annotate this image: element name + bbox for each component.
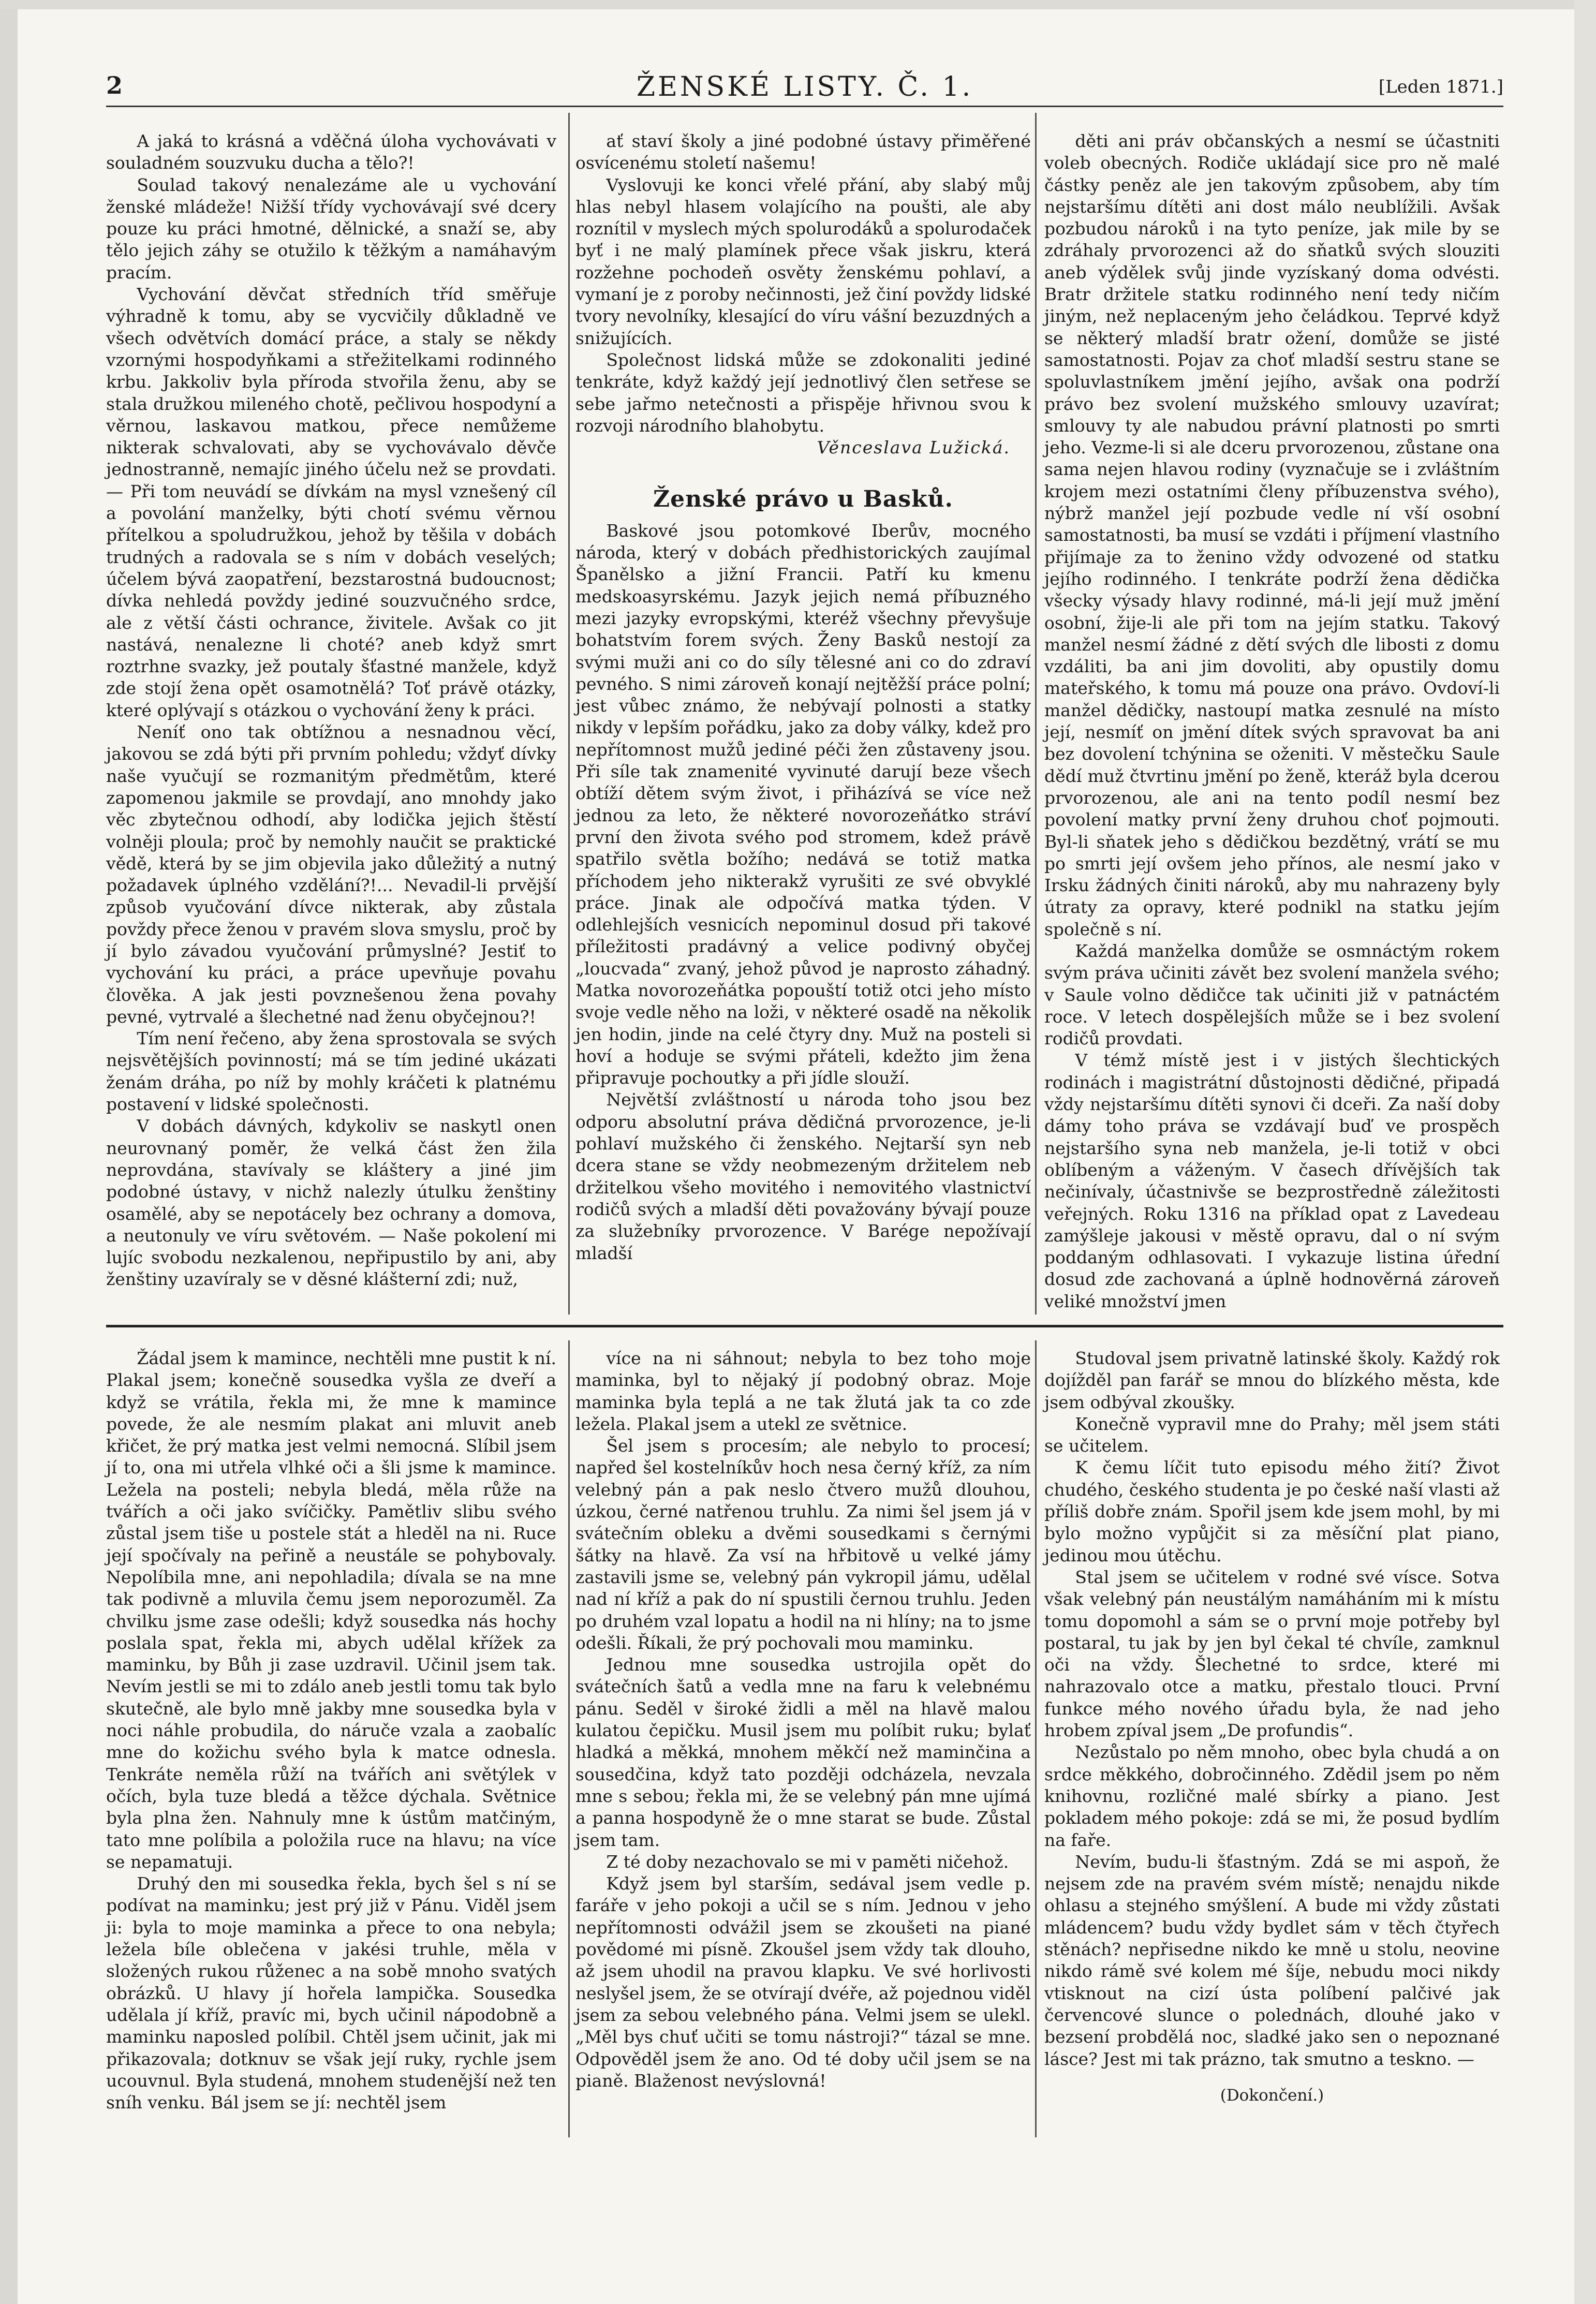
paragraph: Když jsem byl starším, sedával jsem vedle p. faráře v jeho pokoji a učil se s ním. Jednou v jeho nepřítomnosti odvážil jsem se zkoušeti na piané povědomé mi písně. Zkoušel jsem vždy tak dlouho, až jsem uhodil na pravou klapku. Ve své horlivosti neslyšel jsem, že se otvírají dvéře, až pojednou viděl jsem za sebou velebného pána. Velmi jsem se ulekl. „Měl bys chuť učiti se tomu nástroji?“ tázal se mne. Odpověděl jsem že ano. Od té doby učil jsem se na pianě. Blaženost nevýslovná!: [575, 1873, 1031, 2091]
scan-edge-right: [1574, 0, 1596, 2304]
bottom-column-3: [1044, 1348, 1500, 2106]
column-divider: [568, 1340, 570, 2137]
paragraph: děti ani práv občanských a nesmí se účastniti voleb obecných. Rodiče ukládají sice pro ně malé částky peněz ale jen takovým způsobem, aby tím nejstaršímu dítěti ani dost málo neublížili. Avšak pozbudou nároků i na tyto peníze, jak mile by se zdráhaly prvorozenci až do sňatků svých slouziti aneb výdělek svůj jinde vyzískaný doma odvésti. Bratr držitele statku rodinného není tedy ničím jiným, než neplaceným jeho čeládkou. Teprvé když se některý mladší bratr ožení, domůže se jisté samostatnosti. Pojav za choť mladší sestru stane se spoluvlastníkem jmění jejího, avšak ona podrží právo bez svolení mužského smlouvy uzavírat; smlouvy ty ale nabudou právní platnosti po smrti jeho. Vezme-li si ale dceru prvorozenou, zůstane ona sama nejen hlavou rodiny (vyznačuje se i zvláštním krojem mezi ostatními členy příbuzenstva svého), nýbrž manžel její pozbude vedle ní vší osobní samostatnosti, ba musí se vzdáti i příjmení vlastního přijímaje za to ženino vždy odvozené od statku jejího rodinného. I tenkráte podrží žena dědička všecky výsady hlavy rodinné, má-li její muž jmění osobní, žije-li ale při tom na jejím statku. Takový manžel nesmí žádné z dětí svých dle libosti z domu vzdáliti, ba ani jim dovoliti, aby opustily domu mateřského, k tomu má pouze ona právo. Ovdoví-li manžel dědičky, nastoupí matka zesnulé na místo její, nesmíť on jmění dítek svých spravovat ba ani bez dovolení tchýnina se oženiti. V městečku Saule dědí muž čtvrtinu jmění po ženě, kteráž byla dcerou prvorozenou, ale ani na tento podíl nesmí bez povolení matky první ženy druhou choť pojmouti. Byl-li sňatek jeho s dědičkou bezdětný, vrátí se mu po smrti její ovšem jeho přínos, ale nesmí jako v Irsku žádných činiti nároků, aby mu nahrazeny byly útraty za opravy, které podnikl na statku jejím společně s ní.: [1044, 131, 1500, 939]
bottom-column-2: [575, 1348, 1031, 2092]
column-divider: [1035, 113, 1037, 1315]
paragraph: Tím není řečeno, aby žena sprostovala se svých nejsvětějších povinností; má se tím jediné ukázati ženám dráha, po níž by mohly kráčeti k platnému postavení v lidské společnosti.: [106, 1028, 556, 1115]
paragraph: Nevím, budu-li šťastným. Zdá se mi aspoň, že nejsem zde na pravém svém místě; nenajdu nikde ohlasu a stejného smýšlení. A bude mi vždy zůstati mládencem? budu vždy bydlet sám v těch čtyřech stěnách? nepřisedne nikdo ke mně u stolu, neovine nikdo rámě své kolem mé šíje, nebudu moci nikdy vtisknout na cizí ústa políbení palčivé jak červencové slunce o polednách, dlouhé jako v bezsení probdělá noc, sladké jako sen o nepoznané lásce? Jest mi tak prázno, tak smutno a teskno. —: [1044, 1851, 1500, 2069]
paragraph: Soulad takový nenalezáme ale u vychování ženské mládeže! Nižší třídy vychovávají své dcery pouze ku práci hmotné, dělnické, a snaží se, aby tělo jejich záhy se otužilo k těžkým a namáhavým pracím.: [106, 174, 556, 283]
scan-edge-left: [0, 0, 18, 2304]
paragraph: A jaká to krásná a vděčná úloha vychovávati v souladném souzvuku ducha a tělo?!: [106, 131, 556, 173]
issue-date: [Leden 1871.]: [1378, 77, 1503, 97]
section-divider: [106, 1325, 1503, 1327]
paragraph: Studoval jsem privatně latinské školy. Každý rok dojížděl pan farář se mnou do blízkého města, kde jsem odbýval zkoušky.: [1044, 1348, 1500, 1412]
paragraph: V dobách dávných, kdykoliv se naskytl onen neurovnaný poměr, že velká část žen žila neprovdána, stavívaly se kláštery a jiné jim podobné ústavy, v nichž nalezly útulku ženštiny osamělé, aby se nepotácely bez ochrany a domova, a neutonuly ve víru světovém. — Naše pokolení mi lujíc svobodu nezkalenou, nepřipustilo by ani, aby ženštiny uzavíraly se v děsné klášterní zdi; nuž,: [106, 1116, 556, 1290]
continuation-note: (Dokončení.): [1220, 2086, 1324, 2105]
column-divider: [1035, 1340, 1037, 2137]
scan-edge-top: [0, 0, 1596, 9]
column-divider: [568, 113, 570, 1315]
article-heading: Ženské právo u Basků.: [653, 486, 953, 513]
paragraph: Druhý den mi sousedka řekla, bych šel s ní se podívat na maminku; jest prý již v Pánu. Viděl jsem ji: byla to moje maminka a přece to ona nebyla; ležela bíle oblečena v jakési truhle, měla v složených rukou růženec a na sobě mnoho svatých obrázků. U hlavy jí hořela lampička. Sousedka udělala jí kříž, pravíc mi, bych učinil nápodobně a maminku naposled políbil. Chtěl jsem učinit, jak mi přikazovala; dotknuv se však její ruky, rychle jsem ucouvnul. Byla studená, mnohem studenější než ten sníh venku. Bál jsem se jí: nechtěl jsem: [106, 1873, 556, 2113]
paragraph: Šel jsem s procesím; ale nebylo to procesí; napřed šel kostelníkův hoch nesa černý kříž, za ním velebný pán a pak neslo čtvero mužů dlouhou, úzkou, černé natřenou truhlu. Za nimi šel jsem já v svátečním obleku a dvěmi sousedkami s černými šátky na hlavě. Za vsí na hřbitově u velké jámy zastavili jsme se, velebný pán vykropil jámu, udělal nad ní kříž a pak do ní spustili černou truhlu. Jeden po druhém vzal lopatu a hodil na ni hlíny; na to jsme odešli. Říkali, že prý pochovali mou maminku.: [575, 1436, 1031, 1653]
paragraph: Největší zvláštností u národa toho jsou bez odporu absolutní práva dědičná prvorozence, je-li pohlaví mužského či ženského. Nejtarší syn neb dcera stane se vždy neobmezeným držitelem neb držitelkou všeho movitého i nemovitého vlastnictví rodičů svých a mladší děti považovány bývají pouze za služebníky prvorozence. V Barége nepožívají mladší: [575, 1089, 1031, 1263]
page-header: [106, 71, 1503, 104]
top-column-1: [106, 130, 556, 1291]
paragraph: Z té doby nezachovalo se mi v paměti ničehož.: [606, 1851, 1009, 1872]
paragraph: Nezůstalo po něm mnoho, obec byla chudá a on srdce měkkého, dobročinného. Zdědil jsem po něm knihovnu, rozličné malé sbírky a piano. Jest pokladem mého pokoje: zdá se mi, že posud bydlím na faře.: [1044, 1742, 1500, 1850]
paragraph: Každá manželka domůže se osmnáctým rokem svým práva učiniti závět bez svolení manžela svého; v Saule volno dědičce tak učiniti již v patnáctém roce. V letech dospělejších může se i bez svolení rodičů provdati.: [1044, 940, 1500, 1049]
paragraph: Baskové jsou potomkové Iberův, mocného národa, který v dobách předhistorických zaujímal Španělsko a jižní Francii. Patří ku kmenu medskoasyrskému. Jazyk jejich nemá příbuzného mezi jazyky evropskými, kteréž všechny převyšuje bohatstvím forem svých. Ženy Basků nestojí za svými muži ani co do síly tělesné ani co do zdraví pevného. S nimi zároveň konají nejtěžší práce polní; jest vůbec známo, že nebývají polnosti a statky nikdy v lepším pořádku, jako za doby války, kdež pro nepřítomnost mužů jediné péči žen zůstaveny jsou. Při síle tak znamenité vyvinuté darují beze všech obtíží dětem svým život, i přiházívá se více než jednou za leto, že některé novorozeňátko stráví první den života svého pod stromem, kdež právě spatřilo světla božího; nedává se totiž matka příchodem jeho nikterakž vyrušiti ze své obvyklé práce. Jinak ale odpočívá matka týden. V odlehlejších vesnicích nepominul dosud při takové příležitosti pradávný a velice podivný obyčej „loucvada“ zvaný, jehož původ je naprosto záhadný. Matka novorozeňátka popouští totiž otci jeho místo svoje vedle něho na loži, v některé osadě na několik jen hodin, jinde na celé čtyry dny. Muž na posteli si hoví a hoduje se svými přáteli, kdežto jim žena připravuje pochoutky a při jídle slouží.: [575, 520, 1031, 1088]
paragraph: Vyslovuji ke konci vřelé přání, aby slabý můj hlas nebyl hlasem volajícího na poušti, ale aby roznítil v myslech mých spolurodáků a spolurodaček byť i ne malý plamínek přece však jiskru, která rozžehne pochodeň osvěty ženskému pohlaví, a vymaní je z poroby nečinnosti, jež činí povždy lidské tvory nevolníky, klesající do víru vášní bezuzdných a snižujících.: [575, 174, 1031, 348]
top-column-3: [1044, 130, 1500, 1312]
journal-title: ŽENSKÉ LISTY. Č. 1.: [636, 71, 973, 102]
paragraph: Neníť ono tak obtížnou a nesnadnou věcí, jakovou se zdá býti při prvním pohledu; vždyť dívky naše vyučují se rozmanitým předmětům, které zapomenou jakmile se provdají, ano mnohdy jako věc zbytečnou odhodí, aby lodička jejich štěstí volněji ploula; proč by nemohly naučit se praktické vědě, která by se jim objevila jako důležitý a nutný požadavek úplného vzdělání?!... Nevadil-li prvější způsob vyučování dívce nikterak, aby zůstala povždy přece ženou v pravém slova smyslu, proč by jí bylo závadou vyučování průmyslné? Jestiť to vychování ku práci, a práce upevňuje povahu člověka. A jak jesti povznešenou žena povahy pevné, vytrvalé a šlechetné nad ženu obyčejnou?!: [106, 722, 556, 1027]
paragraph: V témž místě jest i v jistých šlechtických rodinách i magistrátní důstojnosti dědičné, připadá vždy nejstaršímu dítěti synovi či dceři. Za naší doby dámy toho práva se vzdávají buď ve prospěch nejstaršího syna neb manžela, je-li totiž v obci oblíbeným a váženým. V časech dřívějších tak nečinívaly, účastnivše se bezprostředně záležitosti veřejných. Roku 1316 na příklad opat z Lavedeau zamýšleje jakousi v městě opravu, dal o ní svým poddaným odhlasovati. I vykazuje listina úřední dosud zde zachovaná a úplně hodnověrná zároveň veliké množství jmen: [1044, 1050, 1500, 1311]
page-number: 2: [106, 71, 123, 99]
paragraph: více na ni sáhnout; nebyla to bez toho moje maminka, byl to nějaký jí podobný obraz. Moje maminka byla teplá a ne tak žlutá jak ta co zde ležela. Plakal jsem a utekl ze světnice.: [575, 1348, 1031, 1434]
paragraph: Jednou mne sousedka ustrojila opět do svátečních šatů a vedla mne na faru k velebnému pánu. Seděl v široké židli a měl na hlavě malou kulatou čepičku. Musil jsem mu políbit ruku; bylať hladká a měkká, mnohem měkčí než maminčina a sousedčina, když tato později odcházela, nevzala mne s sebou; řekla mi, že se velebný pán mne ujímá a panna hospodyně že o mne starat se bude. Zůstal jsem tam.: [575, 1655, 1031, 1850]
paragraph: Stal jsem se učitelem v rodné své vísce. Sotva však velebný pán neustálým namáháním mi k místu tomu dopomohl a sám se o první moje potřeby byl postaral, tu jak by jen byl čekal té chvíle, zamknul oči na vždy. Šlechetné to srdce, které mi nahrazovalo otce a matku, přestalo tlouci. První funkce mého nového úřadu byla, že nad jeho hrobem zpíval jsem „De profundis“.: [1044, 1567, 1500, 1741]
author-signature: Věnceslava Lužická.: [817, 437, 1010, 458]
paragraph: Žádal jsem k mamince, nechtěli mne pustit k ní. Plakal jsem; konečně sousedka vyšla ze dveří a když se vrátila, řekla mi, že mne k mamince povede, že ale nesmím plakat ani mluvit aneb křičet, že prý matka jest velmi nemocná. Slíbil jsem jí to, ona mi utřela vlhké oči a šli jsme k mamince. Ležela na posteli; nebyla bledá, měla růže na tvářích a oči jako svíčičky. Pamětliv slibu svého zůstal jsem tiše u postele stát a hleděl na ni. Ruce její spočívaly na peřině a neustále se pohybovaly. Nepolíbila mne, ani nepohladila; dívala se na mne tak podivně a mluvila čemu jsem neporozuměl. Za chvilku jsme zase odešli; když sousedka nás hochy poslala spat, řekla mi, abych udělal křížek za maminku, by Bůh ji zase uzdravil. Učinil jsem tak. Nevím jestli se mi to zdálo aneb jestli tomu tak bylo skutečně, ale bylo mně jakby mne sousedka byla v noci náhle probudila, do náruče vzala a zaobalíc mne do kožichu svého byla k matce odnesla. Tenkráte neměla růží na tvářích ani světýlek v očích, byla tuze bledá a těžce dýchala. Světnice byla plna žen. Nahnuly mne k ústům matčiným, tato mne políbila a položila ruce na hlavu; na více se nepamatuji.: [106, 1348, 556, 1872]
header-rule: [106, 106, 1503, 107]
paragraph: Konečně vypravil mne do Prahy; měl jsem státi se učitelem.: [1044, 1413, 1500, 1456]
paragraph: Vychování děvčat středních tříd směřuje výhradně k tomu, aby se vycvičily důkladně ve všech odvětvích domácí práce, a staly se někdy vzornými hospodyňkami a střežitelkami rodinného krbu. Jakkoliv byla příroda stvořila ženu, aby se stala družkou mileného chotě, pečlivou hospodyní a věrnou, laskavou matkou, přece nemůžeme nikterak schvalovati, aby se vychovávalo děvče jednostranně, nemajíc jiného účelu než se provdati. — Při tom neuvádí se dívkám na mysl vznešený cíl a povolání manželky, býti chotí svému věrnou přítelkou a spoludružkou, jehož by těšila v dobách trudných a radovala se s ním v dobách veselých; účelem bývá zaopatření, bezstarostná budoucnost; dívka nehledá povždy jediné souzvučného srdce, ale z větší části ochrance, živitele. Avšak co jit nastává, nenalezne li choté? aneb když smrt roztrhne svazky, jež poutaly šťastné manžele, když zde stojí žena opět osamotnělá? Toť právě otázky, které oplývají s otázkou o vychování ženy k práci.: [106, 284, 556, 720]
paragraph: K čemu líčit tuto episodu mého žití? Život chudého, českého studenta je po české naší vlasti až příliš dobře znám. Spořil jsem kde jsem mohl, by mi bylo možno vypůjčit si za měsíční plat piano, jedinou mou útěchu.: [1044, 1457, 1500, 1565]
top-column-2: [575, 130, 1031, 1264]
paragraph: ať staví školy a jiné podobné ústavy přiměřené osvícenému století našemu!: [575, 131, 1031, 173]
bottom-column-1: [106, 1348, 556, 2114]
paragraph: Společnost lidská může se zdokonaliti jediné tenkráte, když každý její jednotlivý člen setřese se sebe jařmo netečnosti a přispěje hřivnou svou k rozvoji národního blahobytu.: [575, 349, 1031, 436]
